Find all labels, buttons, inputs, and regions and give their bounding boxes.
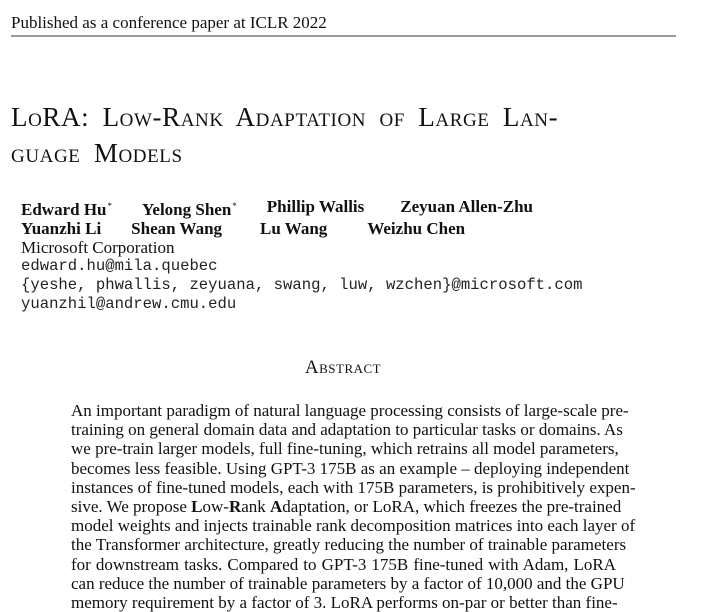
- abstract-line: instances of fine-tuned models, each with 175B parameters, is prohibitively expen-: [71, 477, 636, 497]
- abstract-line: An important paradigm of natural language processing consists of large-scale pre-: [71, 401, 629, 420]
- author-row-1: [21, 197, 582, 219]
- abstract-line-lora-definition: sive. We propose Low-Rank Adaptation, or LoRA, which freezes the pre-trained: [71, 497, 622, 517]
- header-rule: [11, 35, 676, 37]
- abstract-line: can reduce the number of trainable parameters by a factor of 10,000 and the GPU: [71, 573, 625, 593]
- email[interactable]: edward.hu@mila.quebec: [21, 257, 218, 275]
- email[interactable]: {yeshe, phwallis, zeyuana, swang, luw, wzchen}@microsoft.com: [21, 276, 583, 294]
- abstract-line: training on general domain data and adaptation to particular tasks or domains. As: [71, 420, 623, 440]
- affiliation: Microsoft Corporation: [21, 238, 175, 257]
- title-line-2: guage Models: [11, 138, 183, 168]
- author: Shean Wang: [131, 219, 223, 238]
- title-line-1: LoRA: Low-Rank Adaptation of Large Lan-: [11, 102, 559, 132]
- equal-contribution-mark: *: [107, 201, 112, 211]
- abstract-heading: Abstract: [304, 357, 382, 378]
- abstract-line: we pre-train larger models, full fine-tuning, which retrains all model parameters,: [71, 439, 619, 459]
- abstract-body: [71, 401, 636, 612]
- paper-title: [11, 99, 691, 171]
- abstract-line: model weights and injects trainable rank decomposition matrices into each layer of: [71, 516, 636, 536]
- author: Edward Hu*: [21, 200, 112, 219]
- abstract-line: becomes less feasible. Using GPT-3 175B as an example – deploying independent: [71, 458, 630, 478]
- abstract-line: the Transformer architecture, greatly reducing the number of trainable parameters: [71, 535, 627, 555]
- email[interactable]: yuanzhil@andrew.cmu.edu: [21, 295, 237, 313]
- equal-contribution-mark: *: [232, 201, 237, 211]
- author: Phillip Wallis: [266, 197, 365, 216]
- author-row-2: [21, 219, 582, 238]
- abstract-line: memory requirement by a factor of 3. LoRA performs on-par or better than fine-: [71, 593, 618, 612]
- author: Weizhu Chen: [367, 219, 466, 238]
- running-head: Published as a conference paper at ICLR 2022: [11, 13, 327, 32]
- author: Yuanzhi Li: [21, 219, 102, 238]
- author: Lu Wang: [260, 219, 328, 238]
- author-block: [21, 197, 582, 314]
- abstract-line: for downstream tasks. Compared to GPT-3 175B fine-tuned with Adam, LoRA: [71, 554, 616, 574]
- author: Yelong Shen*: [142, 200, 237, 219]
- author: Zeyuan Allen-Zhu: [400, 197, 534, 216]
